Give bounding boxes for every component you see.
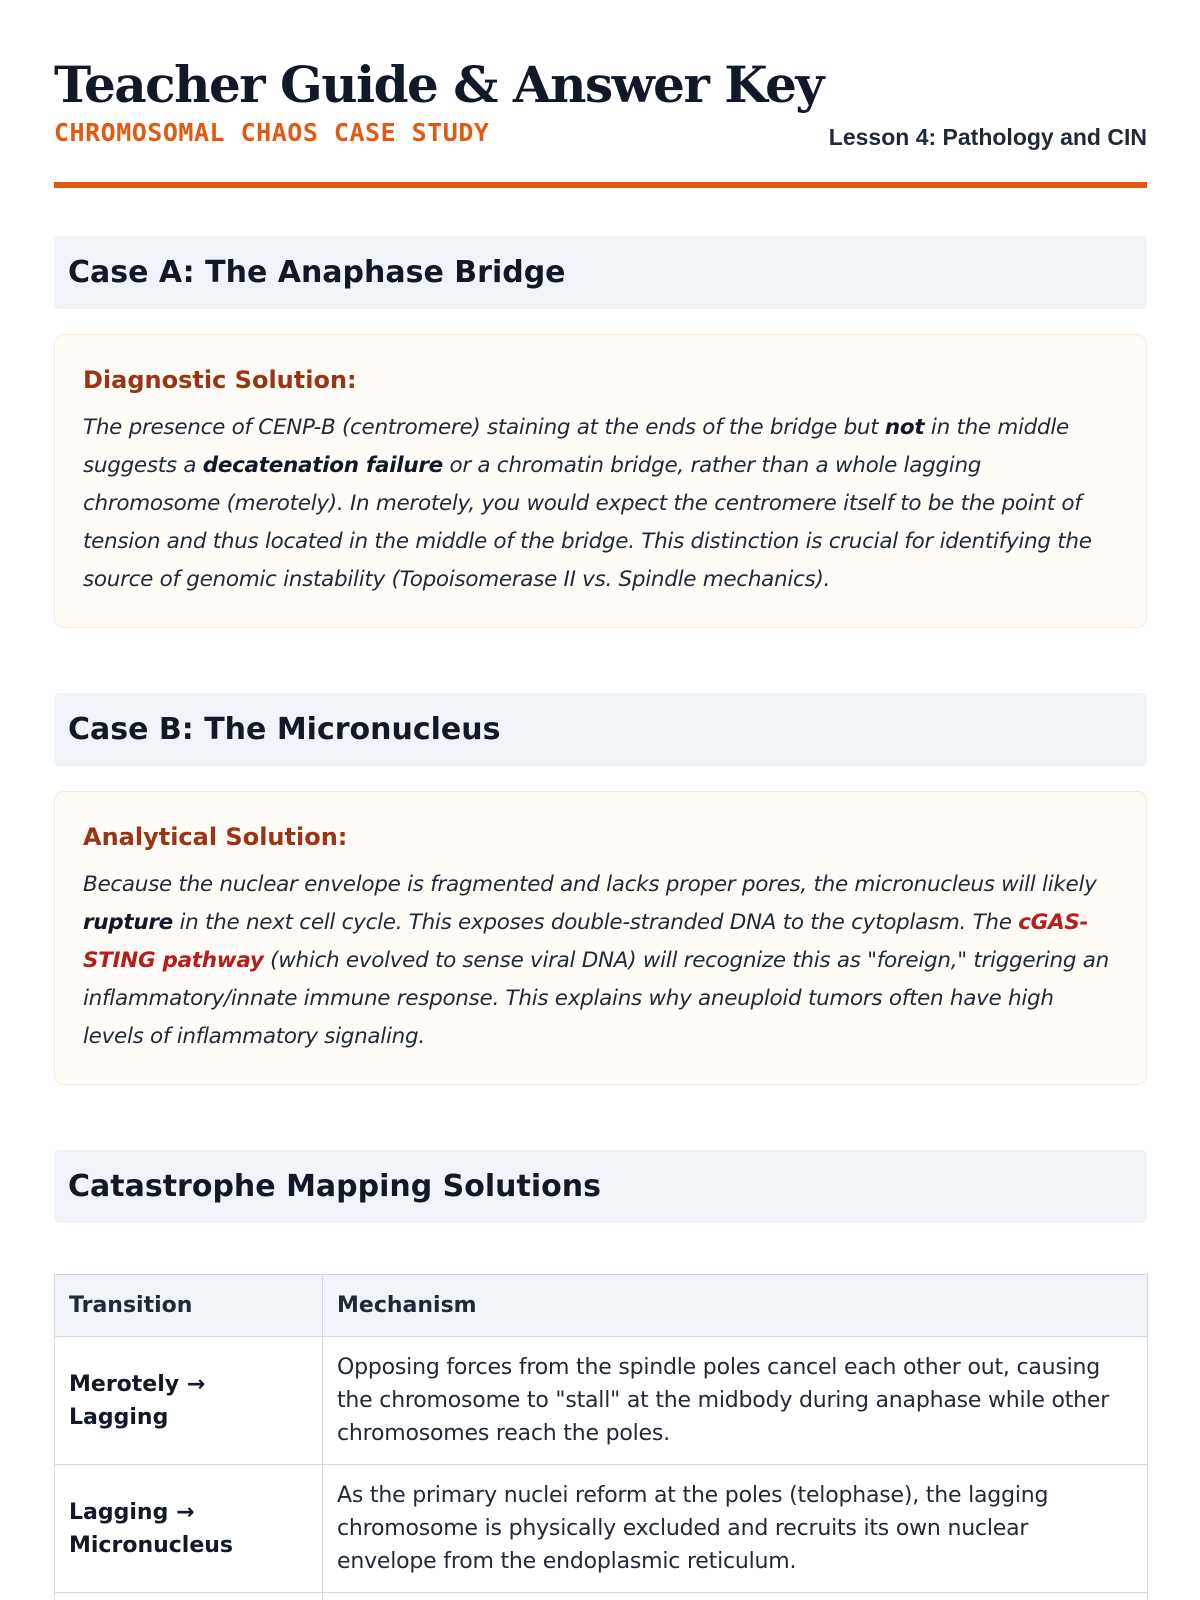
table-header-row bbox=[55, 1275, 1148, 1337]
case-b-heading: Case B: The Micronucleus bbox=[68, 712, 501, 747]
column-header-mechanism: Mechanism bbox=[323, 1275, 1148, 1337]
case-a-emphasis-not: not bbox=[884, 415, 925, 440]
document-header bbox=[54, 0, 1147, 188]
case-b-solution-label: Analytical Solution: bbox=[83, 823, 348, 851]
case-b-emphasis-cgas-sting: cGAS-STING pathway bbox=[83, 910, 1089, 973]
case-a-section-header bbox=[54, 236, 1147, 309]
case-b-solution-box bbox=[54, 791, 1147, 1085]
case-a-solution-box bbox=[54, 334, 1147, 628]
document-page bbox=[54, 0, 1147, 1574]
case-a-emphasis-decatenation: decatenation failure bbox=[202, 453, 443, 478]
mechanism-cell bbox=[323, 1593, 1148, 1600]
case-b-text-part: in the next cell cycle. This exposes double-stranded DNA to the cytoplasm. The bbox=[172, 910, 1019, 935]
case-a-heading: Case A: The Anaphase Bridge bbox=[68, 255, 566, 290]
lesson-label: Lesson 4: Pathology and CIN bbox=[828, 124, 1147, 150]
case-b-text-part: Because the nuclear envelope is fragmented and lacks proper pores, the micronucleus will likely bbox=[83, 872, 1097, 897]
transition-cell: Lagging → Micronucleus bbox=[55, 1465, 323, 1593]
case-b-solution-text bbox=[83, 866, 1118, 1056]
case-a-solution-label: Diagnostic Solution: bbox=[83, 366, 357, 394]
transition-cell: Merotely → Lagging bbox=[55, 1337, 323, 1465]
column-header-transition: Transition bbox=[55, 1275, 323, 1337]
case-a-text-part: or a chromatin bridge, rather than a whole lagging chromosome (merotely). In merotely, you would expect the centromere itself to be the point of tension and thus located in the middle of the bridge. This distinction is crucial for identifying the source of genomic instability (Topoisomerase II vs. Spindle mechanics). bbox=[83, 453, 1092, 592]
case-b-section-header bbox=[54, 693, 1147, 766]
mapping-table bbox=[54, 1274, 1148, 1600]
case-a-text-part: The presence of CENP-B (centromere) staining at the ends of the bridge but bbox=[83, 415, 885, 440]
mechanism-cell: As the primary nuclei reform at the poles (telophase), the lagging chromosome is physically excluded and recruits its own nuclear envelope from the endoplasmic reticulum. bbox=[323, 1465, 1148, 1593]
table-row bbox=[55, 1593, 1148, 1600]
case-a-text-part: in the middle suggests a bbox=[83, 415, 1069, 478]
mechanism-cell: Opposing forces from the spindle poles cancel each other out, causing the chromosome to "stall" at the midbody during anaphase while other chromosomes reach the poles. bbox=[323, 1337, 1148, 1465]
table-row bbox=[55, 1465, 1148, 1593]
case-b-emphasis-rupture: rupture bbox=[83, 910, 173, 935]
document-subtitle: CHROMOSOMAL CHAOS CASE STUDY bbox=[54, 118, 490, 147]
mapping-section-header bbox=[54, 1150, 1147, 1223]
mapping-heading: Catastrophe Mapping Solutions bbox=[68, 1169, 601, 1204]
transition-cell bbox=[55, 1593, 323, 1600]
document-title: Teacher Guide & Answer Key bbox=[54, 55, 823, 114]
table-row bbox=[55, 1337, 1148, 1465]
case-b-text-part: (which evolved to sense viral DNA) will recognize this as "foreign," triggering an inflammatory/innate immune response. This explains why aneuploid tumors often have high levels of inflammatory signaling. bbox=[83, 948, 1109, 1049]
case-a-solution-text bbox=[83, 409, 1118, 599]
